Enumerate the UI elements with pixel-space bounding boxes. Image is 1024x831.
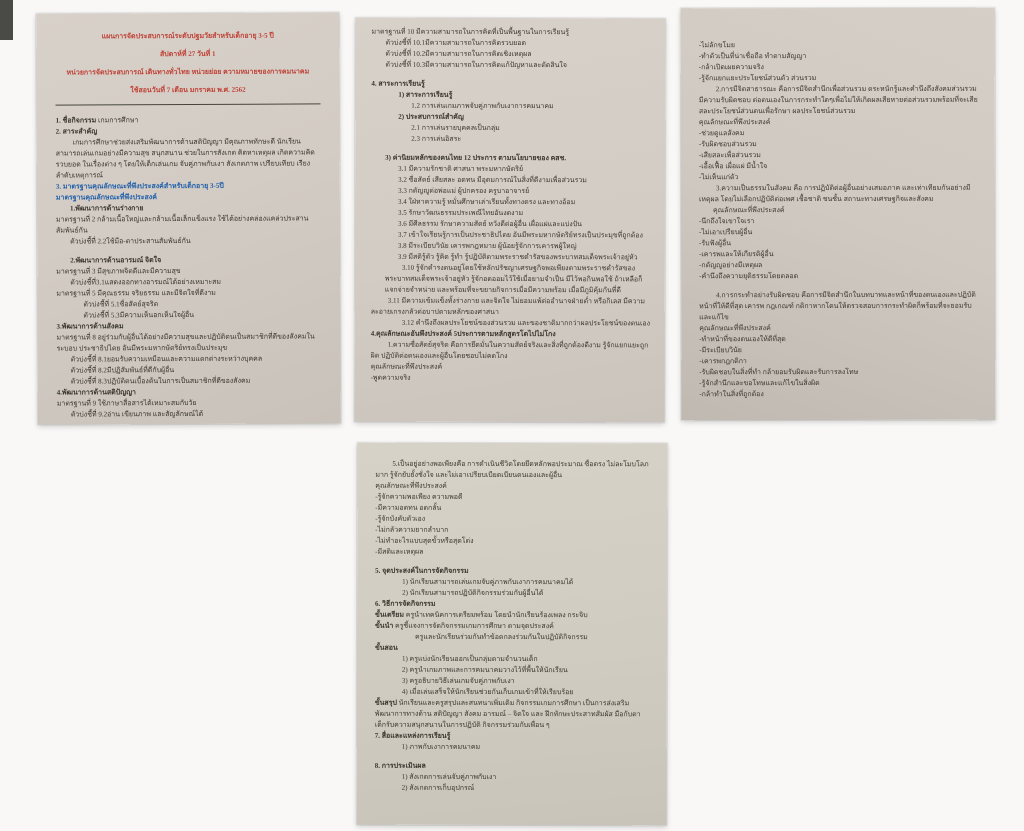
- document-page-3[interactable]: [681, 8, 996, 421]
- line-text: 2.3 การเล่นอิสระ: [411, 134, 462, 143]
- text-line: [375, 665, 651, 677]
- line-text: มาตรฐานที่ 10 มีความสามารถในการคิดที่เป็นพื้นฐานในการเรียนรู้: [371, 27, 570, 37]
- line-text: -มีระเบียบวินัย: [699, 346, 742, 355]
- text-line: [699, 345, 979, 356]
- text-line: [699, 249, 979, 260]
- line-text: 3.7 เข้าใจเรียนรู้การเป็นประชาธิปไตย อันมีพระมหากษัตริย์ทรงเป็นประมุขที่ถูกต้อง: [397, 230, 643, 240]
- line-text: ตัวบ่งชี้ที่ 8.3ปฏิบัติตนเบื้องต้นในการเป็นสมาชิกที่ดีของสังคม: [70, 376, 251, 386]
- line-text: -ไม่กลัวความยากลำบาก: [375, 525, 449, 534]
- text-line: [375, 772, 651, 784]
- line-text: 1) นักเรียนสามารถเล่นเกมจับคู่ภาพกับเงาการคมนาคมได้: [402, 577, 574, 587]
- text-line: [699, 161, 979, 172]
- text-line: [56, 136, 321, 181]
- line-text: -รู้จักสำนึกและขอโทษและแก้ไขในสิ่งผิด: [699, 379, 820, 388]
- text-line: [375, 492, 651, 504]
- line-text: 2) ประสบการณ์สำคัญ: [398, 112, 464, 121]
- line-text: 4) เมื่อเล่นเสร็จให้นักเรียนช่วยกันเก็บเกมเข้าที่ให้เรียบร้อย: [401, 687, 574, 697]
- text-line: [371, 329, 651, 341]
- text-line: [371, 49, 651, 61]
- text-line: [375, 761, 651, 773]
- text-line: [699, 367, 979, 378]
- text-line: [375, 577, 651, 589]
- text-line: [699, 73, 979, 84]
- line-text: 2) นักเรียนสามารถปฏิบัติกิจกรรมร่วมกับผู้อื่นได้: [402, 588, 544, 598]
- line-text: มาตรฐานที่ 5 มีคุณธรรม จริยธรรม และมีจิตใจที่ดีงาม: [56, 288, 216, 298]
- text-line: [375, 621, 651, 633]
- line-text: คุณลักษณะที่พึงประสงค์: [370, 362, 443, 371]
- line-text: ตัวบ่งชี้ที่ 5.3มีความเห็นอกเห็นใจผู้อื่น: [83, 310, 195, 320]
- text-line: [371, 318, 651, 330]
- text-line: [699, 183, 979, 205]
- line-text: 3.12 คำนึงถึงผลประโยชน์ของส่วนรวม และของชาติมากกว่าผลประโยชน์ของตนเอง: [401, 318, 651, 328]
- line-text: ตัวบ่งชี้ที่ 2.2ใช้มือ-ตาประสานสัมพันธ์กัน: [70, 236, 191, 246]
- line-text: มาตรฐานที่ 8 อยู่ร่วมกับผู้อื่นได้อย่างมีความสุขและปฏิบัติตนเป็นสมาชิกที่ดีของสังคมในระบอบ ประชาธิปไตย อันมีพระมหากษัตริย์ทรงเป็นประมุข: [56, 332, 315, 353]
- line-text: -พูดความจริง: [370, 373, 411, 382]
- text-line: [371, 60, 651, 72]
- line-text: 4.การกระทำอย่างรับผิดชอบ คือการมีจิตสำนึกในบทบาทและหน้าที่ของตนเองและปฏิบัติหน้าที่ให้ดีที่สุด เคารพ กฎเกณฑ์ กติกาหากโดนให้ตรวจสอบการกระทำผิดก็พร้อมที่จะยอมรับและแก้ไข: [699, 290, 976, 322]
- line-text: 3) ครูอธิบายวิธีเล่นเกมจับคู่ภาพกับเงา: [401, 676, 515, 686]
- line-text: ใช้สอนวันที่ 7 เดือน มกราคม พ.ศ. 2562: [130, 85, 246, 95]
- line-text: -เคารพกฎกติกา: [699, 357, 747, 366]
- text-line: [375, 676, 651, 688]
- line-text: 3.9 มีสติรู้ตัว รู้คิด รู้ทำ รู้ปฏิบัติตามพระราชดำรัสของพระบาทสมเด็จพระเจ้าอยู่หัว: [397, 252, 638, 262]
- text-line: [371, 164, 651, 176]
- document-page-4[interactable]: [357, 443, 668, 826]
- line-text: -นึกถึงใจเขาใจเรา: [699, 217, 755, 226]
- line-text: -คำนึงถึงความยุติธรรมโดยตลอด: [699, 272, 799, 281]
- text-line: [371, 263, 651, 297]
- text-line: [375, 742, 651, 754]
- line-text: มาตรฐานที่ 9 ใช้ภาษาสื่อสารได้เหมาะสมกับวัย: [56, 398, 197, 408]
- line-text: คุณลักษณะที่พึงประสงค์: [699, 324, 771, 333]
- text-line: [699, 356, 979, 367]
- line-text: 3.ความเป็นธรรมในสังคม คือ การปฏิบัติต่อผู้อื่นอย่างเสมอภาค และเท่าเทียมกันอย่างมีเหตุผล โดยไม่เลือกปฏิบัติต่อเพศ เชื้อชาติ ชนชั้น สถานะทางเศรษฐกิจและสังคม: [698, 183, 971, 204]
- line-text: -รู้จักความพอเพียง ความพอดี: [375, 492, 463, 501]
- text-line: [56, 331, 321, 354]
- text-line: [371, 219, 651, 231]
- line-text: -ทำตัวเป็นที่น่าเชื่อถือ ทำตามสัญญา: [698, 52, 807, 61]
- text-line: [699, 323, 979, 334]
- text-line: [699, 334, 979, 345]
- line-text: มาตรฐานที่ 2 กล้ามเนื้อใหญ่และกล้ามเนื้อเล็กแข็งแรง ใช้ได้อย่างคล่องแคล่วประสานสัมพันธ์กัน: [55, 214, 309, 235]
- text-line: [699, 378, 979, 389]
- text-line: [699, 172, 979, 183]
- text-line: [375, 687, 651, 699]
- line-text: -กล้าเปิดเผยความจริง: [698, 63, 764, 72]
- line-text: 1) ภาพกับเงาการคมนาคม: [401, 742, 481, 751]
- line-bold-lead: ขั้นเตรียม: [375, 610, 405, 619]
- text-line: [699, 84, 979, 117]
- document-page-1[interactable]: [36, 12, 341, 424]
- text-line: [375, 547, 651, 559]
- text-line: [375, 632, 651, 644]
- text-line: [371, 340, 651, 363]
- line-text: คุณลักษณะที่พึงประสงค์: [698, 118, 771, 127]
- line-text: -ทำหน้าที่ของตนเองให้ดีที่สุด: [699, 335, 786, 344]
- line-text: ตัวบ่งชี้ที่ 9.2อ่าน เขียนภาพ และสัญลักษณ์ได้: [70, 409, 204, 419]
- line-text: -ไม่ทำอะไรแบบสุดขั้วหรือสุดโต่ง: [375, 536, 474, 545]
- text-line: [56, 213, 321, 236]
- line-bold-lead: ขั้นสรุป: [374, 698, 397, 707]
- line-text: 1) ครูแบ่งนักเรียนออกเป็นกลุ่มตามจำนวนเด็ก: [401, 654, 538, 664]
- line-text: มาตรฐานที่ 3 มีสุขภาพจิตดีและมีความสุข: [56, 267, 181, 276]
- line-text: ตัวบ่งชี้ที่ 10.1มีความสามารถในการคิดรวบยอด: [385, 38, 527, 48]
- text-line: [375, 588, 651, 600]
- line-text: 3.6 มีศีลธรรม รักษาความสัตย์ หวังดีต่อผู้อื่น เผื่อแผ่และแบ่งปัน: [397, 219, 582, 229]
- text-line: [699, 128, 979, 139]
- page-4-text: [375, 459, 652, 795]
- line-text: -มีสติและเหตุผล: [375, 547, 424, 556]
- line-text: 3) ค่านิยมหลักของคนไทย 12 ประการ ตามนโยบายของ คสช.: [385, 153, 567, 163]
- line-text: -รับผิดชอบในสิ่งที่ทำ กล้ายอมรับผิดและรับการลงโทษ: [699, 367, 859, 377]
- line-text: -ไม่ลักขโมย: [698, 41, 735, 50]
- line-text: 3.1 มีความรักชาติ ศาสนา พระมหากษัตริย์: [398, 164, 524, 174]
- text-line: [371, 296, 651, 319]
- text-line: [375, 503, 651, 515]
- line-text: 2) ครูนำเกมภาพและการคมนาคมวางไว้ที่พื้นให้นักเรียน: [401, 665, 568, 675]
- text-line: [699, 227, 979, 238]
- line-text: 5. จุดประสงค์ในการจัดกิจกรรม: [375, 566, 469, 575]
- line-text: 1.ความซื่อสัตย์สุจริต คือการยึดมั่นในความสัตย์จริงและสิ่งที่ถูกต้องดีงาม รู้จักแยกแยะถูกผิด ปฏิบัติต่อตนเองและผู้อื่นโดยชอบไม่คดโกง: [370, 340, 649, 360]
- line-text: 1.พัฒนาการด้านร่างกาย: [69, 204, 144, 213]
- text-line: [375, 459, 651, 482]
- line-text: 2) สังเกตการเก็บอุปกรณ์: [401, 783, 475, 792]
- text-line: [371, 252, 651, 264]
- text-line: [371, 101, 651, 113]
- document-page-2[interactable]: [354, 18, 665, 423]
- line-text: 4. สาระการเรียนรู้: [371, 79, 425, 88]
- text-line: [699, 40, 979, 51]
- text-line: [699, 238, 979, 249]
- line-bold-lead: ขั้นนำ: [375, 621, 394, 630]
- text-line: [371, 373, 651, 385]
- line-text: 2.1 การเล่นรายบุคคลเป็นกลุ่ม: [411, 123, 500, 132]
- text-line: [375, 566, 651, 578]
- line-text: 3.4 ใฝ่หาความรู้ หมั่นศึกษาเล่าเรียนทั้งทางตรง และทางอ้อม: [398, 197, 576, 207]
- text-line: [375, 514, 651, 526]
- line-text: ตัวบ่งชี้ที่ 10.3มีความสามารถในการคิดแก้ปัญหาและตัดสินใจ: [385, 60, 567, 70]
- line-text: เกมการศึกษาช่วยส่งเสริมพัฒนาการด้านสติปัญญา มีคุณภาพทักษะดี นักเรียนสามารถเล่นเกมอย่างมีความสุข สนุกสนาน ช่วยในการสังเกต คิดหาเหตุผล เกิดความคิดรวบยอด ในเรื่องต่าง ๆ โดยให้เด็กเล่นเกม จับคู่ภาพกับเงา สังเกตภาพ เปรียบเทียบ เรียงลำดับเหตุการณ์: [55, 137, 315, 180]
- text-line: [699, 62, 979, 73]
- line-text: 1.2 การเล่นเกมภาพจับคู่ภาพกับเงาการคมนาคม: [411, 101, 554, 111]
- line-text: 3.2 ซื่อสัตย์ เสียสละ อดทน มีอุดมการณ์ในสิ่งที่ดีงามเพื่อส่วนรวม: [398, 175, 587, 185]
- line-text: -กล้าทำในสิ่งที่ถูกต้อง: [699, 390, 764, 399]
- text-line: [371, 241, 651, 253]
- text-line: [375, 481, 651, 493]
- line-text: -ไม่เอาเปรียบผู้อื่น: [699, 228, 753, 237]
- text-line: [375, 698, 651, 732]
- text-line: [699, 51, 979, 62]
- line-text: 3.10 รู้จักดำรงตนอยู่โดยใช้หลักปรัชญาเศรษฐกิจพอเพียงตามพระราชดำรัสของ พระบาทสมเด็จพระเจ้าอยู่หัว รู้จักอดออมไว้ใช้เมื่อยามจำเป็น มีไว้พอกินพอใช้ ถ้าเหลือก็แจกจ่ายจำหน่าย และพร้อมที่จะขยายกิจการเมื่อมีความพร้อม เมื่อมีภูมิคุ้มกันที่ดี: [384, 263, 643, 295]
- line-text: มาตรฐานคุณลักษณะที่พึงประสงค์: [55, 193, 157, 202]
- text-line: [699, 216, 979, 227]
- text-line: [56, 235, 321, 247]
- text-line: [371, 90, 651, 102]
- text-line: [371, 79, 651, 91]
- page-1-text: [55, 28, 322, 420]
- text-line: [371, 175, 651, 187]
- line-text: -ช่วยดูแลสังคม: [698, 129, 745, 138]
- line-text: 1) สังเกตการเล่นจับคู่ภาพกับเงา: [401, 772, 497, 781]
- line-text: ตัวบ่งชี้ที่ 8.1ยอมรับความเหมือนและความแตกต่างระหว่างบุคคล: [70, 354, 263, 364]
- text-line: [699, 271, 979, 282]
- line-bold-lead: 2. สาระสำคัญ: [55, 127, 98, 136]
- text-line: [371, 362, 651, 374]
- line-text: -เสียสละเพื่อส่วนรวม: [698, 151, 761, 160]
- line-text: -รู้จักแยกแยะประโยชน์ส่วนตัว ส่วนรวม: [698, 74, 817, 83]
- line-text: คุณลักษณะที่พึงประสงค์: [712, 206, 785, 215]
- text-line: [371, 153, 651, 165]
- text-line: [55, 64, 320, 80]
- text-line: [375, 643, 651, 655]
- text-line: [56, 103, 321, 105]
- page-2-text: [371, 27, 652, 385]
- text-line: [55, 46, 320, 62]
- line-text: 3.3 กตัญญูต่อพ่อแม่ ผู้ปกครอง ครูบาอาจารย์: [398, 186, 530, 196]
- line-text: ครูและนักเรียนร่วมกันทำข้อตกลงร่วมกันในปฏิบัติกิจกรรม: [414, 632, 588, 642]
- line-text: -รู้จักบังคับตัวเอง: [375, 514, 426, 523]
- text-line: [699, 290, 979, 323]
- text-line: [699, 389, 979, 400]
- line-text: 3. มาตรฐานคุณลักษณะที่พึงประสงค์สำหรับเด็กอายุ 3-5ปี: [55, 181, 224, 191]
- text-line: [371, 208, 651, 220]
- text-line: [375, 536, 651, 548]
- text-line: [699, 117, 979, 128]
- line-text: 3.11 มีความเข้มแข็งทั้งร่างกาย และจิตใจ ไม่ยอมแพ้ต่ออำนาจฝ่ายต่ำ หรือกิเลส มีความละอายเกรงกลัวต่อบาปตามหลักของศาสนา: [370, 296, 646, 316]
- text-line: [371, 27, 651, 39]
- line-text: ตัวบ่งชี้ที่3.1แสดงออกทางอารมณ์ได้อย่างเหมาะสม: [70, 277, 222, 287]
- text-line: [55, 82, 320, 98]
- line-text: หน่วยการจัดประสบการณ์ เดินทางทั่วไทย หน่วยย่อย ความหมายของการคมนาคม: [66, 67, 310, 77]
- line-text: ตัวบ่งชี้ที่ 10.2มีความสามารถในการคิดเชิงเหตุผล: [385, 49, 532, 59]
- photo-background-corner: [0, 0, 13, 40]
- line-text: 3.พัฒนาการด้านสังคม: [56, 322, 124, 331]
- page-3-text: [699, 40, 980, 400]
- text-line: [371, 112, 651, 124]
- text-line: [375, 783, 651, 795]
- line-text: -มีความอดทน อดกลั้น: [375, 503, 442, 512]
- text-line: [371, 38, 651, 50]
- line-text: 1) สาระการเรียนรู้: [398, 90, 453, 99]
- line-text: 8. การประเมินผล: [374, 761, 426, 770]
- text-line: [699, 260, 979, 271]
- text-line: [375, 525, 651, 537]
- line-text: 4.พัฒนาการด้านสติปัญญา: [56, 388, 136, 397]
- text-line: [371, 197, 651, 209]
- line-text: 3.5 รักษาวัฒนธรรมประเพณีไทยอันงดงาม: [398, 208, 524, 218]
- line-text: 5.เป็นอยู่อย่างพอเพียงคือ การดำเนินชีวิตโดยยึดหลักพอประมาณ ซื่อตรง ไม่ละโมบโลภมาก รู้จักยับยั้งชั่งใจ และไม่เอาเปรียบเบียดเบียนตนเองและผู้อื่น: [375, 459, 649, 480]
- line-text: ครูนำเทคนิคการเตรียมพร้อม โดยนำนักเรียนร้องเพลง กระจิบ: [404, 610, 588, 620]
- text-line: [371, 123, 651, 135]
- line-text: 7. สื่อและแหล่งการเรียนรู้: [374, 731, 451, 740]
- text-line: [375, 599, 651, 611]
- line-text: -เอื้อเฟื้อ เผื่อแผ่ มีน้ำใจ: [698, 162, 768, 171]
- line-text: 3.8 มีระเบียบวินัย เคารพกฎหมาย ผู้น้อยรู้จักการเคารพผู้ใหญ่: [397, 241, 577, 251]
- text-line: [371, 134, 651, 146]
- line-text: คุณลักษณะที่พึงประสงค์: [375, 481, 447, 490]
- line-text: ตัวบ่งชี้ที่ 8.2มีปฏิสัมพันธ์ที่ดีกับผู้อื่น: [70, 366, 175, 375]
- line-text: -เคารพและให้เกียรติผู้อื่น: [699, 250, 774, 259]
- line-text: 6. วิธีการจัดกิจกรรม: [375, 599, 436, 608]
- line-bold-lead: ขั้นสอน: [374, 643, 398, 652]
- line-text: แผนการจัดประสบการณ์ระดับปฐมวัยสำหรับเด็กอายุ 3-5 ปี: [101, 31, 274, 41]
- line-text: ตัวบ่งชี้ที่ 5.1ซื่อสัตย์สุจริต: [83, 300, 159, 309]
- line-text: สัปดาห์ที่ 27 วันที่ 1: [159, 49, 216, 59]
- text-line: [371, 230, 651, 242]
- line-text: 4.คุณลักษณะอันพึงประสงค์ 5ประการตามหลักสูตรโตไปไม่โกง: [370, 329, 556, 339]
- text-line: [375, 654, 651, 666]
- text-line: [699, 139, 979, 150]
- text-line: [699, 205, 979, 216]
- line-text: นักเรียนและครูสรุปและสนทนาเพิ่มเติม กิจกรรมเกมการศึกษา เป็นการส่งเสริมพัฒนาการทางด้าน สติปัญญา สังคม อารมณ์ – จิตใจ และ ฝึกทักษะประสาทสัมผัส มือกับตา เด็กรับความสนุกสนานในการปฏิบัติ กิจกรรมร่วมกับเพื่อน ๆ: [374, 698, 641, 730]
- text-line: [57, 408, 322, 420]
- text-line: [699, 150, 979, 161]
- line-text: -ไม่เห็นแก่ตัว: [698, 173, 739, 182]
- line-text: -รับผิดชอบส่วนรวม: [698, 140, 757, 149]
- line-text: -กตัญญูอย่างมีเหตุผล: [699, 261, 763, 270]
- line-text: -รับฟังผู้อื่น: [699, 239, 732, 248]
- text-line: [375, 731, 651, 743]
- line-text: 2.พัฒนาการด้านอารมณ์ จิตใจ: [70, 256, 162, 265]
- line-text: เกมการศึกษา: [96, 116, 139, 125]
- text-line: [55, 28, 320, 44]
- line-text: 2.การมีจิตสาธารณะ คือการมีจิตสำนึกเพื่อส่วนรวม ตระหนักรู้และคำนึงถึงสังคมส่วนรวมมีความรับผิดชอบ ต่อตนเองในการกระทำใดๆเพื่อไม่ให้เกิดผลเสียหายต่อส่วนรวมพร้อมที่จะเสียสละประโยชน์ส่วนตนเพื่อรักษา ผลประโยชน์ส่วนรวม: [698, 84, 978, 116]
- line-bold-lead: 1. ชื่อกิจกรรม: [55, 116, 97, 125]
- text-line: [371, 186, 651, 198]
- line-text: ครูชี้แจงการจัดกิจกรรมเกมการศึกษา ตามจุดประสงค์: [393, 621, 554, 631]
- text-line: [375, 610, 651, 622]
